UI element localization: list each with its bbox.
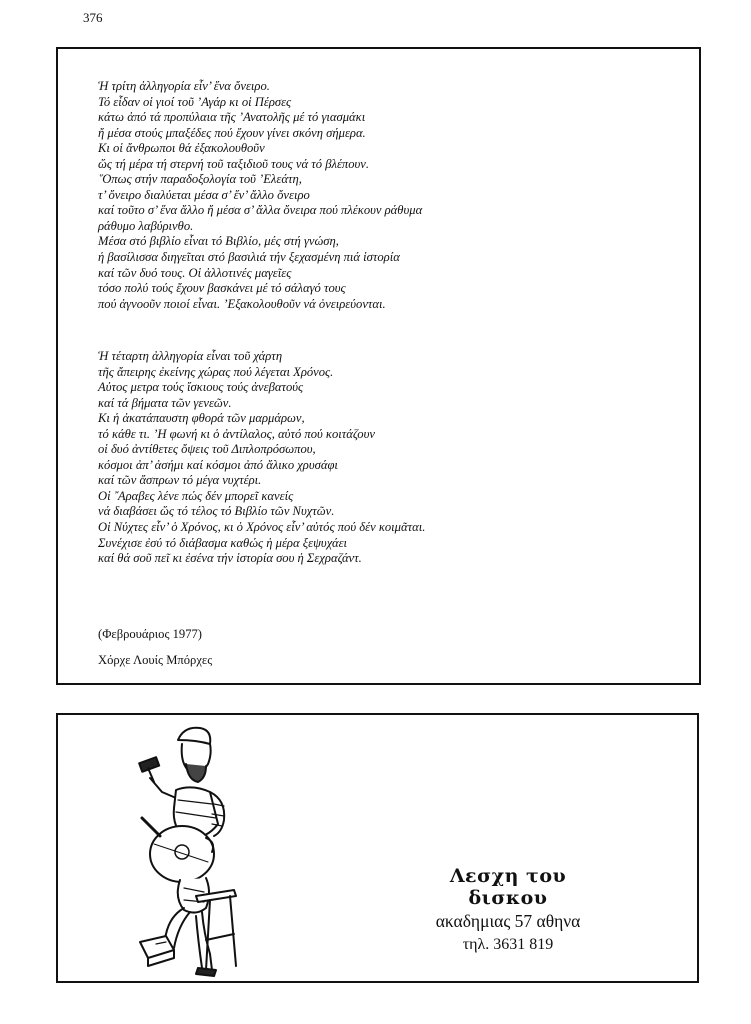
shop-address: ακαδημιας 57 αθηνα xyxy=(435,911,581,931)
poem-line: ἤ μέσα στούς μπαξέδες πού ἔχουν γίνει σκόνη σήμερα. xyxy=(98,125,366,140)
poem-line: πού ἀγνοοῦν ποιοί εἶναι. ’Εξακολουθοῦν νά ὀνειρεύονται. xyxy=(98,296,386,311)
poem-author: Χόρχε Λουίς Μπόρχες xyxy=(98,653,213,667)
poem-line: καί τῶν δυό τους. Οἱ ἀλλοτινές μαγεῖες xyxy=(98,265,292,280)
page-number: 376 xyxy=(83,10,103,25)
poem-stanza-2 xyxy=(98,349,425,567)
poem-line: καί τῶν ἄσπρων τό μέγα νυχτέρι. xyxy=(98,473,262,488)
poem-line: Ἡ τέταρτη ἀλληγορία εἶναι τοῦ χάρτη xyxy=(98,349,283,363)
poem-box xyxy=(56,47,701,685)
poem-stanza-1 xyxy=(98,79,422,312)
poem-line: τόσο πολύ τούς ἔχουν βασκάνει μέ τό σάλαγό τους xyxy=(98,281,346,296)
poem-line: τό κάθε τι. ’Η φωνή κι ὁ ἀντίλαλος, αὐτό πού κοιτάζουν xyxy=(98,426,375,441)
poem-line: Ἡ τρίτη ἀλληγορία εἶν’ ἕνα ὄνειρο. xyxy=(98,79,270,93)
poem-line: οἱ δυό ἀντίθετες ὄψεις τοῦ Διπλοπρόσωπου, xyxy=(98,442,316,457)
shop-name: Λεσχη του δισκου xyxy=(449,865,567,909)
poem-line: ράθυμο λαβύρινθο. xyxy=(98,218,194,233)
poem-line: ὥς τή μέρα τή στερνή τοῦ ταξιδιοῦ τους νά τό βλέπουν. xyxy=(98,156,370,171)
poem-line: Τό εἶδαν οἱ γιοί τοῦ ’Αγάρ κι οἱ Πέρσες xyxy=(98,94,292,109)
poem-line: τ’ ὄνειρο διαλύεται μέσα σ’ ἕν’ ἄλλο ὄνειρο xyxy=(98,187,310,202)
poem-line: Κι οἱ ἄνθρωποι θά ἐξακολουθοῦν xyxy=(98,141,265,156)
poem-line: Μέσα στό βιβλίο εἶναι τό Βιβλίο, μές στή γνώση, xyxy=(98,234,339,249)
poem-line: ἡ βασίλισσα διηγεῖται στό βασιλιά τήν ξεχασμένη πιά ἱστορία xyxy=(98,250,400,265)
poem-line: Οἱ ῎Αραβες λένε πώς δέν μπορεῖ κανείς xyxy=(98,488,294,503)
poem-line: καί θά σοῦ πεῖ κι ἐσένα τήν ἱστορία σου ἡ Σεχραζάντ. xyxy=(98,551,362,566)
poem-line: νά διαβάσει ὥς τό τέλος τό Βιβλίο τῶν Νυχτῶν. xyxy=(98,504,335,519)
shop-phone: τηλ. 3631 819 xyxy=(462,936,554,953)
poem-line: τῆς ἄπειρης ἐκείνης χώρας πού λέγεται Χρόνος. xyxy=(98,364,334,379)
poem-line: ῞Οπως στήν παραδοξολογία τοῦ ’Ελεάτη, xyxy=(98,172,302,187)
poem-line: καί τοῦτο σ’ ἕνα ἄλλο ἤ μέσα σ’ ἄλλα ὄνειρα πού πλέκουν ράθυμα xyxy=(98,203,423,218)
poem-line: Οἱ Νύχτες εἶν’ ὁ Χρόνος, κι ὁ Χρόνος εἶν’ αὐτός πού δέν κοιμᾶται. xyxy=(98,520,426,535)
lute-player-illustration xyxy=(126,720,246,980)
poem-line: Αὐτος μετρα τούς ἴσκιους τούς ἀνεβατούς xyxy=(98,380,304,395)
poem-line: κόσμοι ἀπ’ ἀσήμι καί κόσμοι ἀπό ἄλικο χρυσάφι xyxy=(98,457,338,472)
poem-date: (Φεβρουάριος 1977) xyxy=(98,627,202,641)
poem-line: Συνέχισε ἐσύ τό διάβασμα καθώς ἡ μέρα ξεψυχάει xyxy=(98,535,348,550)
advertisement-text xyxy=(408,865,608,954)
advertisement-box xyxy=(56,713,699,983)
poem-line: Κι ἡ ἀκατάπαυστη φθορά τῶν μαρμάρων, xyxy=(98,411,305,426)
poem-line: κάτω ἀπό τά προπύλαια τῆς ’Ανατολῆς μέ τό γιασμάκι xyxy=(98,110,366,125)
poem-line: καί τά βήματα τῶν γενεῶν. xyxy=(98,395,232,410)
